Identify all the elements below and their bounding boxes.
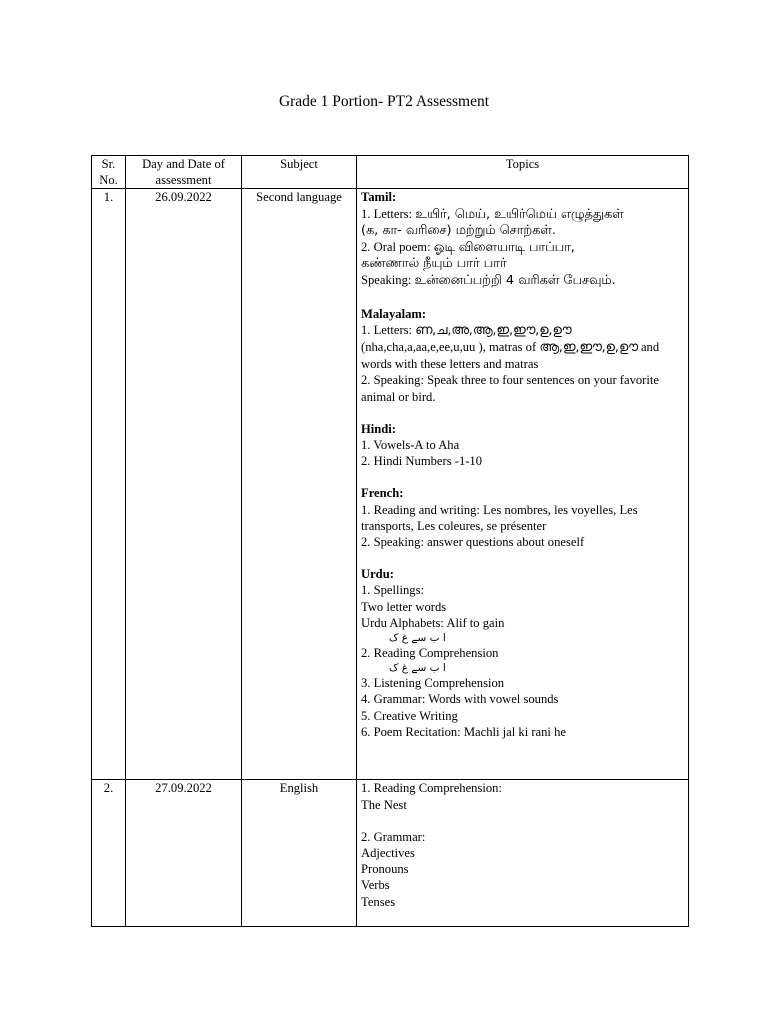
hindi-line: 1. Vowels-A to Aha bbox=[361, 438, 460, 453]
urdu-line: 4. Grammar: Words with vowel sounds bbox=[361, 692, 559, 707]
tamil-heading: Tamil: bbox=[361, 190, 397, 205]
malayalam-line: words with these letters and matras bbox=[361, 357, 539, 372]
english-line: 2. Grammar: bbox=[361, 829, 426, 844]
tamil-text: ஓடி விளையாடி பாப்பா, bbox=[433, 240, 575, 256]
cell-subject: English bbox=[242, 780, 357, 927]
malayalam-line: animal or bird. bbox=[361, 389, 436, 404]
cell-topics bbox=[357, 780, 689, 927]
french-heading: French: bbox=[361, 486, 404, 501]
urdu-script-line: ا ب سے غ ک bbox=[389, 632, 446, 645]
french-line: 1. Reading and writing: Les nombres, les voyelles, Les bbox=[361, 502, 638, 517]
english-line: Verbs bbox=[361, 878, 390, 893]
hindi-line: 2. Hindi Numbers -1-10 bbox=[361, 454, 483, 469]
urdu-script-line: ا ب سے غ ک bbox=[389, 662, 446, 675]
malayalam-text: ണ,ച,അ,ആ,ഇ,ഈ,ഉ,ഊ bbox=[415, 322, 572, 338]
cell-subject: Second language bbox=[242, 189, 357, 780]
malayalam-heading: Malayalam: bbox=[361, 306, 427, 321]
urdu-line: 1. Spellings: bbox=[361, 583, 424, 598]
cell-topics bbox=[357, 189, 689, 780]
tamil-line: கண்ணால் நீயும் பார் பார் bbox=[361, 256, 507, 272]
table-row bbox=[92, 189, 689, 780]
header-topics: Topics bbox=[357, 156, 689, 189]
cell-date: 26.09.2022 bbox=[126, 189, 242, 780]
urdu-line: Two letter words bbox=[361, 599, 447, 614]
urdu-line: Urdu Alphabets: Alif to gain bbox=[361, 615, 505, 630]
header-date: Day and Date of assessment bbox=[126, 156, 242, 189]
tamil-label: 2. Oral poem: bbox=[361, 240, 434, 255]
english-line: Pronouns bbox=[361, 862, 409, 877]
urdu-heading: Urdu: bbox=[361, 567, 394, 582]
urdu-line: 6. Poem Recitation: Machli jal ki rani he bbox=[361, 724, 566, 739]
english-line: Adjectives bbox=[361, 846, 415, 861]
header-sr-no: Sr. No. bbox=[92, 156, 126, 189]
cell-sr-no: 2. bbox=[92, 780, 126, 927]
tamil-line bbox=[361, 272, 684, 289]
tamil-label: Speaking: bbox=[361, 273, 415, 288]
table-row bbox=[92, 780, 689, 927]
malayalam-label: (nha,cha,a,aa,e,ee,u,uu ), matras of bbox=[361, 340, 540, 355]
urdu-line: 5. Creative Writing bbox=[361, 708, 458, 723]
malayalam-line bbox=[361, 339, 684, 356]
tamil-text: உயிர், மெய், உயிர்மெய் எழுத்துகள் bbox=[415, 206, 624, 222]
urdu-line: 3. Listening Comprehension bbox=[361, 676, 505, 691]
tamil-line: (க, கா- வரிசை) மற்றும் சொற்கள். bbox=[361, 222, 556, 238]
english-line: Tenses bbox=[361, 894, 396, 909]
table-header-row bbox=[92, 156, 689, 189]
english-line: 1. Reading Comprehension: bbox=[361, 781, 502, 796]
tamil-line bbox=[361, 239, 684, 256]
cell-date: 27.09.2022 bbox=[126, 780, 242, 927]
hindi-heading: Hindi: bbox=[361, 421, 396, 436]
tamil-text: உன்னைப்பற்றி 4 வரிகள் பேசவும். bbox=[414, 273, 616, 289]
header-subject: Subject bbox=[242, 156, 357, 189]
tamil-line bbox=[361, 206, 684, 223]
french-line: 2. Speaking: answer questions about oneself bbox=[361, 535, 585, 550]
assessment-table bbox=[91, 155, 689, 927]
malayalam-line bbox=[361, 322, 684, 339]
malayalam-label: 1. Letters: bbox=[361, 322, 416, 337]
french-line: transports, Les coleures, se présenter bbox=[361, 518, 547, 533]
malayalam-text: ആ,ഇ,ഈ,ഉ,ഊ bbox=[539, 340, 638, 356]
malayalam-line: 2. Speaking: Speak three to four sentences on your favorite bbox=[361, 373, 659, 388]
english-line: The Nest bbox=[361, 797, 407, 812]
tamil-label: 1. Letters: bbox=[361, 206, 416, 221]
page-title: Grade 1 Portion- PT2 Assessment bbox=[278, 93, 490, 110]
urdu-line: 2. Reading Comprehension bbox=[361, 646, 499, 661]
malayalam-label: and bbox=[637, 340, 660, 355]
cell-sr-no: 1. bbox=[92, 189, 126, 780]
